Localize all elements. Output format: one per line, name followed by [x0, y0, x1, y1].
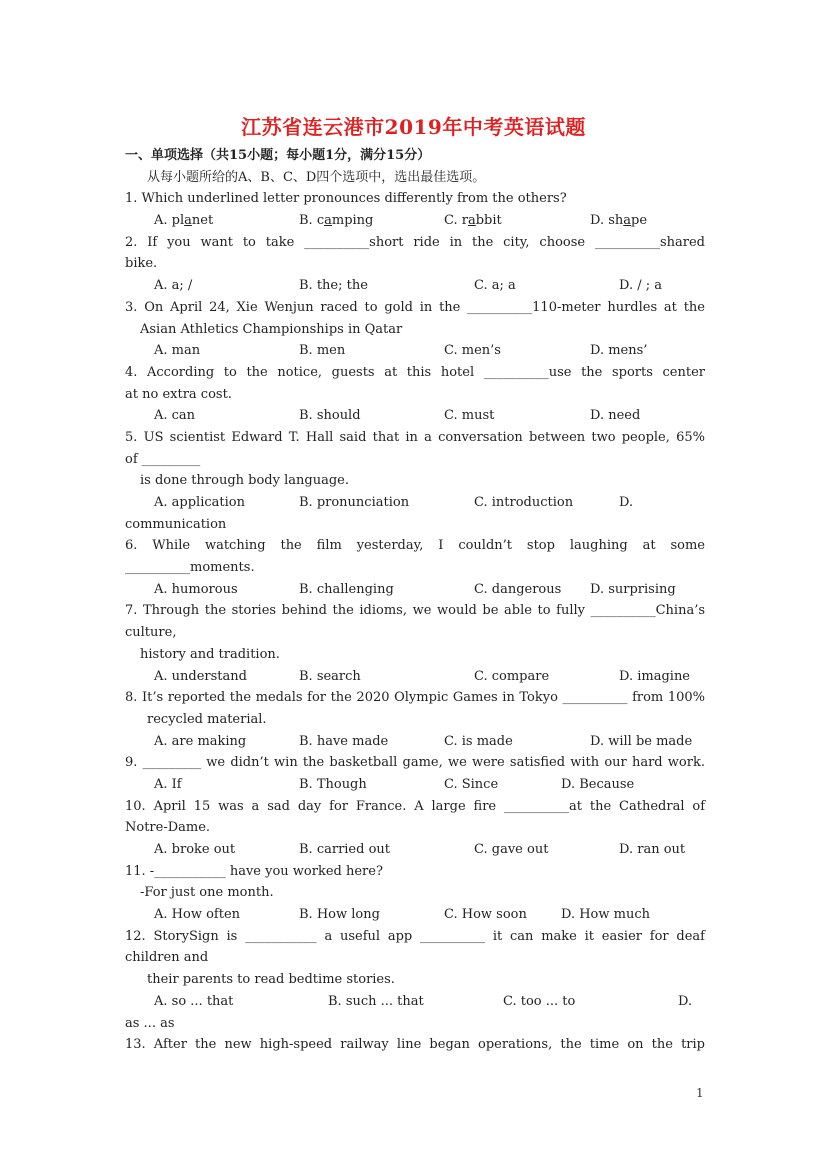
- question-12-options: [125, 991, 705, 1013]
- question-2-stem-cont: bike.: [125, 256, 158, 272]
- option-a: A. How often: [154, 907, 241, 923]
- option-a: A. broke out: [154, 842, 236, 857]
- question-9-options: [125, 774, 705, 796]
- option-b: B. How long: [299, 907, 380, 923]
- option-c: C. is made: [444, 733, 513, 749]
- question-5-options: [125, 492, 705, 514]
- question-3-options: [125, 340, 705, 362]
- option-d: D. / ; a: [619, 278, 662, 294]
- question-1-options: [125, 210, 705, 232]
- option-b: B. have made: [299, 733, 389, 749]
- page-number: 1: [696, 1086, 704, 1100]
- question-7-stem-cont: culture,: [125, 625, 177, 641]
- option-a: A. a; /: [154, 278, 193, 294]
- question-5-stem-cont: of _________: [125, 451, 201, 467]
- option-b: B. search: [299, 668, 361, 684]
- option-d: D.: [619, 495, 634, 510]
- question-7-stem: 7. Through the stories behind the idioms, we would be able to fully __________China’s: [125, 603, 705, 619]
- option-b: B. men: [299, 343, 346, 359]
- option-c: C. gave out: [474, 842, 549, 857]
- option-c: C. rabbit: [444, 213, 502, 229]
- option-b: B. carried out: [299, 842, 391, 857]
- option-d: D. shape: [590, 213, 648, 229]
- option-a: A. can: [154, 408, 196, 424]
- question-8-stem-cont: recycled material.: [147, 711, 267, 727]
- instruction: 从每小题所给的A、B、C、D四个选项中，选出最佳选项。: [147, 169, 486, 185]
- option-b: B. camping: [299, 213, 374, 229]
- question-4-stem: 4. According to the notice, guests at this hotel __________use the sports center: [125, 364, 705, 380]
- option-c: C. dangerous: [474, 581, 562, 597]
- question-5-stem-cont2: is done through body language.: [140, 473, 349, 489]
- question-8-options: [125, 731, 705, 753]
- question-10-stem-cont: Notre-Dame.: [125, 820, 211, 836]
- option-a: A. understand: [154, 668, 247, 684]
- option-b: B. challenging: [299, 581, 394, 597]
- option-d: D. mens’: [590, 343, 648, 359]
- question-2-stem: 2. If you want to take __________short ride in the city, choose __________shared: [125, 234, 705, 250]
- question-7-stem-cont2: history and tradition.: [140, 646, 280, 662]
- page-title: 江苏省连云港市2019年中考英语试题: [241, 115, 586, 139]
- option-c: C. compare: [474, 668, 550, 684]
- option-d: D. will be made: [590, 733, 693, 749]
- option-d: D. ran out: [619, 842, 686, 857]
- option-b: B. Though: [299, 776, 367, 792]
- option-b: B. should: [299, 408, 361, 424]
- option-c: C. too ... to: [503, 993, 576, 1009]
- option-a: A. If: [154, 776, 182, 792]
- question-3-stem: 3. On April 24, Xie Wenjun raced to gold in the __________110-meter hurdles at the: [125, 299, 705, 315]
- question-11-stem-cont: -For just one month.: [140, 885, 274, 901]
- question-6-options: [125, 579, 705, 601]
- option-b: B. pronunciation: [299, 495, 410, 510]
- option-d: D. How much: [561, 907, 651, 923]
- option-c: C. must: [444, 408, 495, 424]
- option-a: A. are making: [154, 733, 247, 749]
- option-c: C. How soon: [444, 907, 527, 923]
- option-c: C. a; a: [474, 278, 516, 294]
- question-9-stem: 9. _________ we didn’t win the basketball game, we were satisfied with our hard work.: [125, 755, 705, 771]
- question-2-options: [125, 275, 705, 297]
- question-12-stem-cont: children and: [125, 950, 209, 966]
- question-5-option-d-cont: communication: [125, 516, 227, 532]
- question-12-stem: 12. StorySign is ___________ a useful app __________ it can make it easier for deaf: [125, 928, 705, 944]
- question-5-stem: 5. US scientist Edward T. Hall said that in a conversation between two people, 65%: [125, 429, 705, 445]
- option-d: D. Because: [561, 776, 635, 792]
- option-a: A. man: [154, 343, 201, 359]
- option-a: A. so ... that: [154, 993, 234, 1009]
- option-c: C. men’s: [444, 343, 501, 359]
- option-d: D. need: [590, 408, 641, 424]
- question-13-stem: 13. After the new high-speed railway line began operations, the time on the trip: [125, 1037, 705, 1053]
- option-c: C. introduction: [474, 495, 574, 510]
- question-10-stem: 10. April 15 was a sad day for France. A large fire __________at the Cathedral of: [125, 798, 705, 814]
- question-1-stem: 1. Which underlined letter pronounces differently from the others?: [125, 191, 567, 207]
- question-12-stem-cont2: their parents to read bedtime stories.: [147, 972, 395, 988]
- option-b: B. such ... that: [328, 993, 424, 1009]
- question-12-option-d-cont: as ... as: [125, 1015, 175, 1031]
- question-10-options: [125, 839, 705, 861]
- option-c: C. Since: [444, 776, 499, 792]
- option-a: A. planet: [154, 213, 214, 229]
- question-8-stem: 8. It’s reported the medals for the 2020 Olympic Games in Tokyo __________ from 100%: [125, 690, 705, 706]
- question-list: [125, 145, 705, 1056]
- question-6-stem-cont: __________moments.: [125, 560, 255, 576]
- section-heading: 一、单项选择（共15小题；每小题1分，满分15分）: [125, 148, 431, 163]
- option-b: B. the; the: [299, 278, 368, 294]
- option-d: D. imagine: [619, 668, 691, 684]
- question-3-stem-cont: Asian Athletics Championships in Qatar: [140, 321, 403, 337]
- question-7-options: [125, 666, 705, 688]
- option-d: D. surprising: [590, 581, 676, 597]
- question-4-stem-cont: at no extra cost.: [125, 386, 232, 402]
- question-6-stem: 6. While watching the film yesterday, I couldn’t stop laughing at some: [125, 538, 705, 554]
- option-a: A. humorous: [154, 581, 238, 597]
- option-d: D.: [678, 993, 693, 1009]
- question-11-stem: 11. -___________ have you worked here?: [125, 863, 383, 879]
- question-11-options: [125, 904, 705, 926]
- question-4-options: [125, 405, 705, 427]
- option-a: A. application: [154, 495, 245, 510]
